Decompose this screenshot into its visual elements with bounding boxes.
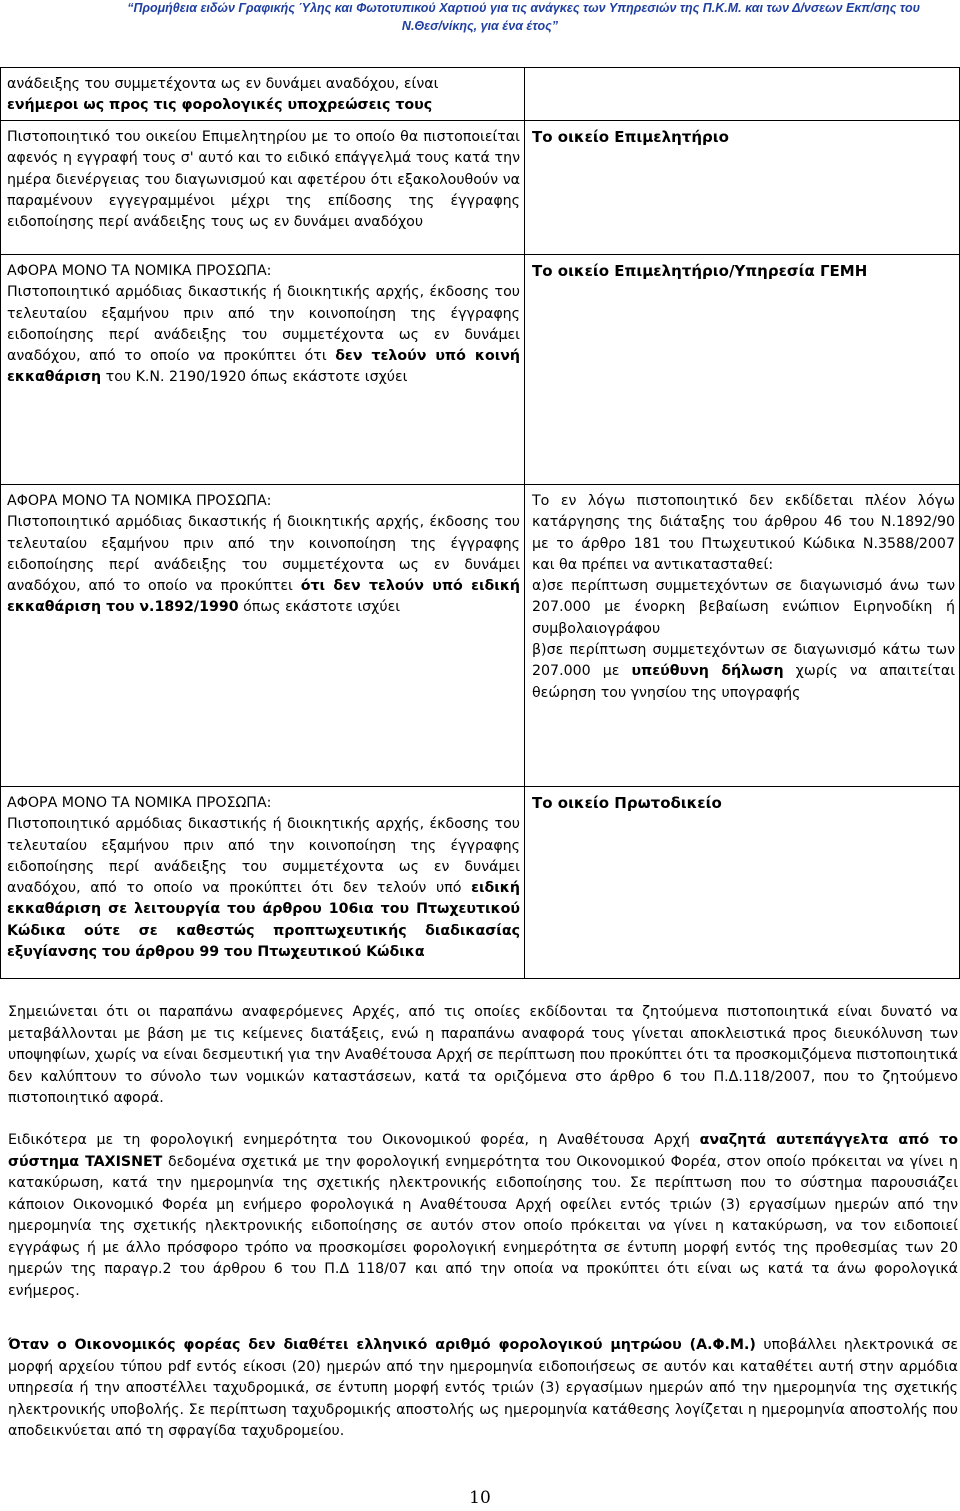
row5-bold-text: ειδική εκκαθάριση σε λειτουργία του άρθρου 106ια του Πτωχευτικού Κώδικα ούτε σε καθεστώς προπτωχευτικής διαδικασίας εξυγίανσης του άρθρου 99 του Πτωχευτικού Κώδικα — [7, 880, 520, 961]
legal-entities-label: ΑΦΟΡΑ ΜΟΝΟ ΤΑ ΝΟΜΙΚΑ ΠΡΟΣΩΠΑ: — [7, 493, 272, 509]
row3-authority: Το οικείο Επιμελητήριο/Υπηρεσία ΓΕΜΗ — [532, 262, 868, 280]
tax-text-a: Ειδικότερα με τη φορολογική ενημερότητα του Οικονομικού φορέα, η Αναθέτουσα Αρχή — [8, 1132, 690, 1148]
legal-entities-label: ΑΦΟΡΑ ΜΟΝΟ ΤΑ ΝΟΜΙΚΑ ΠΡΟΣΩΠΑ: — [7, 795, 272, 811]
no-afm-text: υποβάλλει ηλεκτρονικά σε μορφή αρχείου τύπου pdf εντός είκοσι (20) ημερών από την ημερομηνία ειδοποιήσεως σε αυτόν και καταθέτει αυτή στην αρμόδια υπηρεσία ή την αποστέλλει ταχυδρομικά, σε έντυπη μορφή εντός τριών (3) εργασίμων ημερών από την ημερομηνία της σχετικής ηλεκτρονικής υποβολής. Σε περίπτωση ταχυδρομικής αποστολής ως ημερομηνία κατάθεσης λογίζεται η ημερομηνία αποστολής που αποδεικνύεται από τη σφραγίδα ταχυδρομείου. — [8, 1337, 958, 1439]
table-row-4-left — [0, 485, 525, 785]
no-afm-paragraph — [8, 1335, 958, 1443]
row5-text: Πιστοποιητικό αρμόδιας δικαστικής ή διοικητικής αρχής, έκδοσης του τελευταίου εξαμήνου πριν από την κοινοποίηση της έγγραφης ειδοποίησης περί ανάδειξης του συμμετέχοντα ως εν δυνάμει αναδόχου, από το οποίο να προκύπτει ότι δεν τελούν υπό — [7, 816, 520, 897]
no-afm-bold: Όταν ο Οικονομικός φορέας δεν διαθέτει ελληνικό αριθμό φορολογικού μητρώου (Α.Φ.Μ.) — [8, 1337, 756, 1353]
table-row-3-right — [525, 255, 960, 475]
tax-clearance-paragraph — [8, 1130, 958, 1302]
row3-bold-text: δεν τελούν υπό κοινή εκκαθάριση — [7, 348, 520, 386]
table-row-2-left — [0, 121, 525, 253]
table-row-3-left — [0, 255, 525, 475]
row4-option-a: α)σε περίπτωση συμμετεχόντων σε διαγωνισμό άνω των 207.000 με ένορκη βεβαίωση ενώπιον Ειρηνοδίκη ή συμβολαιογράφου — [532, 578, 955, 637]
row2-text: Πιστοποιητικό του οικείου Επιμελητηρίου με το οποίο θα πιστοποιείται αφενός η εγγραφή τους σ' αυτό και το ειδικό επάγγελμά τους κατά την ημέρα διενέργειας του διαγωνισμού και αφετέρου ότι εξακολουθούν να παραμένουν εγγεγραμμένοι μέχρι της επίδοσης της έγγραφης ειδοποίησης περί ανάδειξης τους ως εν δυνάμει αναδόχου — [7, 129, 520, 231]
row4-option-b: β)σε περίπτωση συμμετεχόντων σε διαγωνισμό κάτω των 207.000 με — [532, 642, 955, 680]
table-row-4-right — [525, 485, 960, 785]
row4-text: Πιστοποιητικό αρμόδιας δικαστικής ή διοικητικής αρχής, έκδοσης του τελευταίου εξαμήνου πριν από την κοινοποίηση της έγγραφης ειδοποίησης περί ανάδειξης του συμμετέχοντα ως εν δυνάμει αναδόχου, από το οποίο να προκύπτει — [7, 514, 520, 595]
row4-bold-text: ότι δεν τελούν υπό ειδική εκκαθάριση του ν.1892/1990 — [7, 578, 520, 616]
tax-text-bold: αναζητά αυτεπάγγελτα από το σύστημα TAXISNET — [8, 1132, 959, 1170]
note-text: Σημειώνεται ότι οι παραπάνω αναφερόμενες Αρχές, από τις οποίες εκδίδονται τα ζητούμενα πιστοποιητικά είναι δυνατό να μεταβάλλονται με βάση με τις κείμενες διατάξεις, ενώ η παραπάνω αναφορά τους γίνεται αποκλειστικά προς διευκόλυνση των υποψηφίων, χωρίς να είναι δεσμευτική για την Αναθέτουσα Αρχή σε περίπτωση που προκύπτει ότι τα προσκομιζόμενα πιστοποιητικά δεν καλύπτουν το σύνολο των νομικών καταστάσεων, κατά τα οριζόμενα στο άρθρο 6 του Π.Δ.118/2007, που το ζητούμενο πιστοποιητικό αφορά. — [8, 1004, 958, 1106]
page-number: 10 — [469, 1488, 491, 1508]
table-row-5-left — [0, 787, 525, 977]
note-paragraph — [8, 1002, 958, 1110]
header-title-line1: “Προμήθεια ειδών Γραφικής Ύλης και Φωτοτυπικού Χαρτιού για τις ανάγκες των Υπηρεσιών της Π.Κ.Μ. και των Δ/νσεων Εκπ/σης του — [127, 1, 920, 15]
legal-entities-label: ΑΦΟΡΑ ΜΟΝΟ ΤΑ ΝΟΜΙΚΑ ΠΡΟΣΩΠΑ: — [7, 263, 272, 279]
tax-text-c: δεδομένα σχετικά με την φορολογική ενημερότητα του Οικονομικού Φορέα, στον οποίο πρόκειται να γίνει η κατακύρωση, κατά την ημερομηνία της σχετικής ηλεκτρονικής ειδοποίησης του. Σε περίπτωση που το σύστημα παρουσιάζει κάποιον Οικονομικό Φορέα μη ενήμερο φορολογικά η Αναθέτουσα Αρχή οφείλει εντός τριών (3) εργασίμων ημερών από την ημερομηνία της σχετικής ηλεκτρονικής ειδοποίησης σε αυτόν στον οποίο πρόκειται να γίνει η κατακύρωση, να τον ειδοποιεί εγγράφως ή με άλλο πρόσφορο τρόπο να προσκομίσει φορολογική ενημερότητα σε έντυπη μορφή εντός της προθεσμίας των 20 ημερών της παραγρ.2 του άρθρου 6 του Π.Δ 118/07 και από την οποία να προκύπτει ότι είναι ως κατά τα άνω φορολογικά ενήμερος. — [8, 1153, 958, 1299]
row3-tail-text: του Κ.Ν. 2190/1920 όπως εκάστοτε ισχύει — [105, 369, 408, 386]
table-row-2-right — [525, 121, 960, 253]
table-row-1-left — [0, 68, 525, 118]
row1-text: ανάδειξης του συμμετέχοντα ως εν δυνάμει αναδόχου, είναι — [7, 76, 439, 92]
row2-authority: Το οικείο Επιμελητήριο — [532, 128, 729, 146]
row3-text: Πιστοποιητικό αρμόδιας δικαστικής ή διοικητικής αρχής, έκδοσης του τελευταίου εξαμήνου πριν από την κοινοποίηση της έγγραφης ειδοποίησης περί ανάδειξης του συμμετέχοντα ως εν δυνάμει αναδόχου, από το οποίο να προκύπτει ότι — [7, 284, 520, 365]
header-title-line2: Ν.Θεσ/νίκης, για ένα έτος” — [401, 19, 559, 33]
row4-option-b-bold: υπεύθυνη δήλωση — [631, 663, 784, 680]
row4-option-b-tail: χωρίς να απαιτείται θεώρηση του γνησίου της υπογραφής — [532, 663, 955, 701]
table-bottom-border — [0, 978, 960, 979]
row4-note: Το εν λόγω πιστοποιητικό δεν εκδίδεται πλέον λόγω κατάργησης της διάταξης του άρθρου 46 του Ν.1892/90 με το άρθρο 181 του Πτωχευτικού Κώδικα Ν.3588/2007 και θα πρέπει να αντικατασταθεί: — [532, 493, 955, 573]
row5-authority: Το οικείο Πρωτοδικείο — [532, 794, 722, 812]
table-row-5-right — [525, 787, 960, 977]
row1-bold-text: ενήμεροι ως προς τις φορολογικές υποχρεώσεις τους — [7, 97, 433, 114]
row4-tail-text: όπως εκάστοτε ισχύει — [243, 599, 401, 616]
